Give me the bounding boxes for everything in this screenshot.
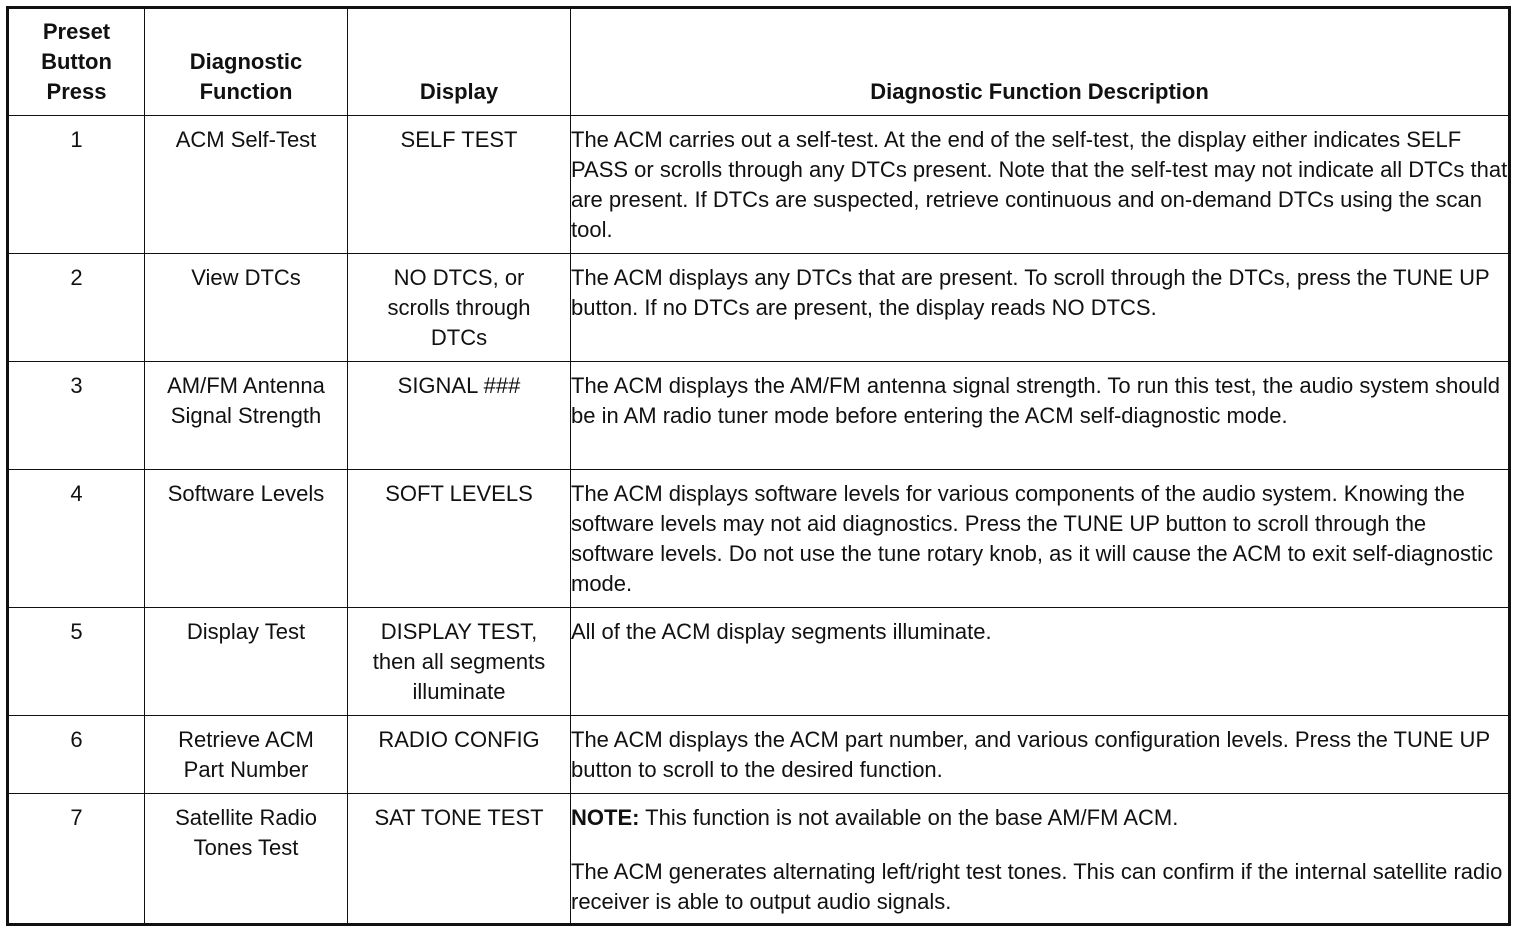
note-paragraph: [571, 803, 1508, 833]
cell-press: 5: [8, 608, 145, 716]
display-line: illuminate: [412, 679, 506, 704]
diagnostic-table-container: [6, 6, 1508, 924]
table-row: [8, 362, 1510, 470]
display-line: DTCs: [430, 325, 488, 350]
header-press-line-1: Preset: [42, 19, 111, 44]
header-function-line-2: Function: [199, 79, 293, 104]
cell-display: [348, 362, 571, 470]
cell-display: [348, 794, 571, 925]
header-display: [348, 8, 571, 116]
header-preset-button-press: [8, 8, 145, 116]
cell-description: The ACM displays software levels for various components of the audio system. Knowing the software levels may not aid diagnostics. Press the TUNE UP button to scroll through the software levels. Do not use the tune rotary knob, as it will cause the ACM to exit self-diagnostic mode.: [571, 470, 1510, 608]
function-line: Tones Test: [193, 835, 299, 860]
function-line: Satellite Radio: [175, 805, 317, 830]
display-line: SIGNAL ###: [397, 373, 521, 398]
display-line: DISPLAY TEST,: [380, 619, 538, 644]
display-line: then all segments: [372, 649, 546, 674]
header-description-text: Diagnostic Function Description: [870, 79, 1209, 104]
header-press-line-2: Button: [41, 49, 112, 74]
cell-display: [348, 254, 571, 362]
cell-description: All of the ACM display segments illuminate.: [571, 608, 1510, 716]
cell-description: The ACM displays any DTCs that are present. To scroll through the DTCs, press the TUNE UP button. If no DTCs are present, the display reads NO DTCS.: [571, 254, 1510, 362]
cell-description: The ACM displays the AM/FM antenna signal strength. To run this test, the audio system should be in AM radio tuner mode before entering the ACM self-diagnostic mode.: [571, 362, 1510, 470]
header-function-line-1: Diagnostic: [189, 49, 303, 74]
cell-press: 7: [8, 794, 145, 925]
cell-function: [145, 716, 348, 794]
table-row: [8, 470, 1510, 608]
display-line: NO DTCS, or: [393, 265, 525, 290]
table-row: [8, 254, 1510, 362]
cell-description: [571, 794, 1510, 925]
cell-function: [145, 608, 348, 716]
display-line: SELF TEST: [400, 127, 518, 152]
header-press-line-3: Press: [46, 79, 107, 104]
cell-display: [348, 608, 571, 716]
diagnostic-function-table: [6, 6, 1511, 926]
function-line: ACM Self-Test: [175, 127, 317, 152]
header-diagnostic-function: [145, 8, 348, 116]
header-row: [8, 8, 1510, 116]
function-line: AM/FM Antenna: [167, 373, 325, 398]
display-line: SAT TONE TEST: [374, 805, 544, 830]
cell-function: [145, 362, 348, 470]
cell-press: 3: [8, 362, 145, 470]
function-line: View DTCs: [191, 265, 301, 290]
cell-display: [348, 716, 571, 794]
table-row: [8, 116, 1510, 254]
header-display-text: Display: [419, 79, 499, 104]
note-label: NOTE:: [571, 805, 640, 830]
cell-press: 1: [8, 116, 145, 254]
description-paragraph: The ACM generates alternating left/right test tones. This can confirm if the internal satellite radio receiver is able to output audio signals.: [571, 859, 1503, 914]
table-row: [8, 608, 1510, 716]
table-row: [8, 716, 1510, 794]
function-line: Signal Strength: [170, 403, 322, 428]
function-line: Software Levels: [167, 481, 325, 506]
cell-function: [145, 470, 348, 608]
function-line: Retrieve ACM: [178, 727, 314, 752]
display-line: scrolls through: [387, 295, 531, 320]
cell-display: [348, 116, 571, 254]
function-line: Display Test: [186, 619, 306, 644]
header-description: [571, 8, 1510, 116]
function-line: Part Number: [183, 757, 309, 782]
cell-function: [145, 116, 348, 254]
cell-display: [348, 470, 571, 608]
cell-press: 2: [8, 254, 145, 362]
display-line: SOFT LEVELS: [385, 481, 533, 506]
cell-function: [145, 794, 348, 925]
cell-press: 6: [8, 716, 145, 794]
cell-press: 4: [8, 470, 145, 608]
display-line: RADIO CONFIG: [378, 727, 540, 752]
cell-description: The ACM displays the ACM part number, and various configuration levels. Press the TUNE UP button to scroll to the desired function.: [571, 716, 1510, 794]
table-row: [8, 794, 1510, 925]
cell-function: [145, 254, 348, 362]
note-text: This function is not available on the base AM/FM ACM.: [639, 805, 1179, 830]
cell-description: The ACM carries out a self-test. At the end of the self-test, the display either indicates SELF PASS or scrolls through any DTCs present. Note that the self-test may not indicate all DTCs that are present. If DTCs are suspected, retrieve continuous and on-demand DTCs using the scan tool.: [571, 116, 1510, 254]
